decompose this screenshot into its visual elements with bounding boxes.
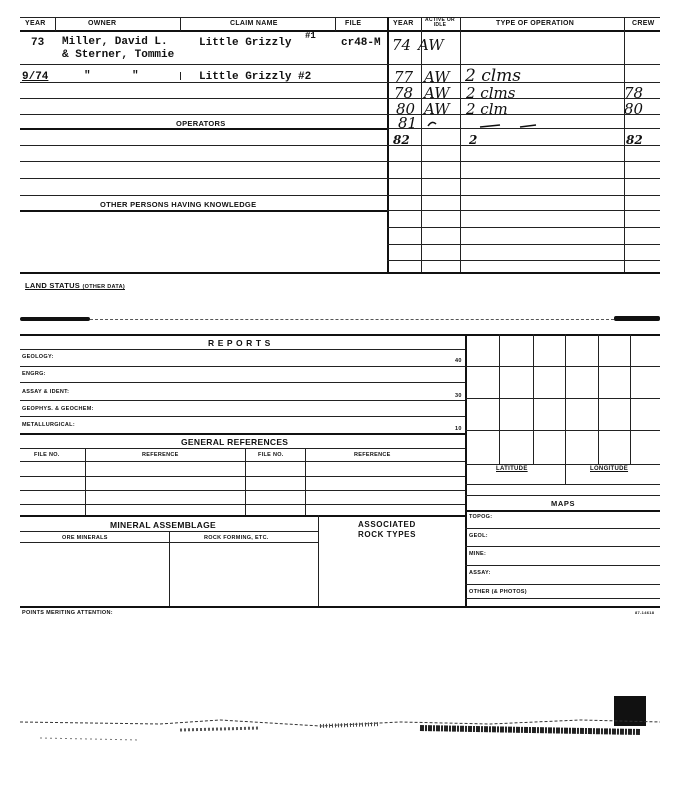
general-references-title: GENERAL REFERENCES <box>181 437 289 447</box>
ref-file-no-2: FILE NO. <box>258 452 284 458</box>
divider <box>335 17 336 31</box>
row-line <box>20 128 387 130</box>
divider <box>305 448 306 515</box>
report-num-10: 10 <box>455 426 462 432</box>
activity-year-82: 82 <box>393 133 410 147</box>
divider <box>169 531 170 606</box>
row-line <box>20 433 465 435</box>
divider <box>85 448 86 515</box>
row-line <box>387 178 660 179</box>
row-line <box>20 161 387 162</box>
longitude-label: LONGITUDE <box>590 466 629 472</box>
latitude-label: LATITUDE <box>496 466 528 472</box>
activity-op-78: 2 clms <box>466 84 516 102</box>
report-geophys: GEOPHYS. & GEOCHEM: <box>22 406 94 412</box>
divider <box>180 17 181 31</box>
report-assay: ASSAY & IDENT: <box>22 389 70 395</box>
activity-status-77: AW <box>424 68 450 86</box>
header-claim-name: CLAIM NAME <box>230 20 278 27</box>
grid-line <box>499 334 500 464</box>
activity-year-81: 81 <box>398 114 418 132</box>
activity-status-78: AW <box>424 84 450 102</box>
land-status-sub: (OTHER DATA) <box>82 284 125 290</box>
row-line <box>387 195 660 196</box>
activity-crew-78: 78 <box>624 84 644 102</box>
row-line <box>465 584 660 585</box>
report-metallurgical: METALLURGICAL: <box>22 422 75 428</box>
grid-line <box>598 334 599 464</box>
row-line <box>20 145 387 146</box>
row-line <box>387 64 660 65</box>
activity-status-74: AW <box>418 36 444 54</box>
grid-line <box>565 334 566 484</box>
grid-line <box>465 398 660 399</box>
row-line <box>20 382 465 383</box>
row-line <box>20 178 387 179</box>
activity-op-82: 2 <box>469 133 478 147</box>
row-line <box>387 161 660 162</box>
row-line <box>20 349 465 350</box>
associated-title-1: ASSOCIATED <box>358 520 416 529</box>
divider <box>55 17 56 31</box>
row-line <box>20 461 465 462</box>
activity-year-80: 80 <box>396 100 416 118</box>
scan-mark <box>20 317 90 321</box>
row-line <box>465 528 660 529</box>
owner-line-2: & Sterner, Tommie <box>62 49 175 61</box>
associated-title-2: ROCK TYPES <box>358 530 417 539</box>
land-status-label <box>25 281 125 290</box>
row-line <box>465 598 660 599</box>
grid-line <box>465 430 660 431</box>
row-line <box>20 195 387 196</box>
grid-line <box>465 464 660 465</box>
claim-year-2: 9/74 <box>22 71 49 83</box>
activity-year-78: 78 <box>394 84 414 102</box>
activity-crew-82: 82 <box>626 133 643 147</box>
row-line <box>387 145 660 146</box>
row-line <box>20 448 465 449</box>
row-line <box>20 114 387 115</box>
owner-line-1: Miller, David L. <box>62 36 168 48</box>
activity-status-80: AW <box>424 100 450 118</box>
row-line <box>20 82 387 83</box>
grid-line <box>630 334 631 464</box>
mineral-assemblage-title: MINERAL ASSEMBLAGE <box>110 520 216 530</box>
operators-label: OPERATORS <box>176 119 226 128</box>
other-persons-label: OTHER PERSONS HAVING KNOWLEDGE <box>100 200 257 209</box>
report-num-40: 40 <box>455 358 462 364</box>
divider <box>180 72 181 80</box>
claim-name-2: Little Grizzly #2 <box>199 71 312 83</box>
header-rule <box>20 30 660 32</box>
row-line <box>20 98 387 99</box>
activity-op-80: 2 clm <box>466 100 508 118</box>
scan-noise-band <box>20 708 670 748</box>
mineral-top-rule <box>20 515 465 517</box>
ref-reference-2: REFERENCE <box>354 452 391 458</box>
map-geol: GEOL: <box>469 533 488 539</box>
land-status-rule <box>20 272 660 274</box>
report-geology: GEOLOGY: <box>22 354 54 360</box>
header-active-idle: ACTIVE OR IDLE <box>425 17 455 28</box>
map-topog: TOPOG: <box>469 514 493 520</box>
ref-reference: REFERENCE <box>142 452 179 458</box>
header-file: FILE <box>345 20 362 27</box>
row-line <box>465 565 660 566</box>
activity-op-77: 2 clms <box>465 66 522 86</box>
scan-mark <box>614 316 660 321</box>
map-assay: ASSAY: <box>469 570 491 576</box>
row-line <box>387 260 660 261</box>
divider <box>245 448 246 515</box>
report-num-30: 30 <box>455 393 462 399</box>
header-type-of-operation: TYPE OF OPERATION <box>496 20 575 27</box>
form-bottom-rule <box>20 606 660 608</box>
row-line <box>20 366 465 367</box>
report-engrg: ENGRG: <box>22 371 46 377</box>
row-line <box>20 476 465 477</box>
points-meriting-label: POINTS MERITING ATTENTION: <box>22 610 113 616</box>
row-line <box>20 416 465 417</box>
land-status-line <box>90 319 614 320</box>
row-line <box>20 210 387 212</box>
row-line <box>387 210 660 211</box>
divider <box>318 515 319 606</box>
form-number: 87-14618 <box>635 610 655 615</box>
grid-line <box>465 484 660 485</box>
row-line <box>387 244 660 245</box>
grid-line <box>533 334 534 464</box>
header-owner: OWNER <box>88 20 117 27</box>
ref-file-no: FILE NO. <box>34 452 60 458</box>
top-border <box>20 17 660 18</box>
claim-year-1: 73 <box>31 37 45 49</box>
rock-forming-label: ROCK FORMING, ETC. <box>204 535 269 541</box>
row-line <box>387 227 660 228</box>
grid-line <box>465 366 660 367</box>
maps-title: MAPS <box>551 499 576 508</box>
land-status-title: LAND STATUS <box>25 281 81 290</box>
claim-name-1: Little Grizzly <box>199 37 292 49</box>
maps-header-rule <box>465 510 660 512</box>
ore-minerals-label: ORE MINERALS <box>62 535 108 541</box>
claim-suffix-1: #1 <box>305 31 316 41</box>
claim-file-1: cr48-M <box>341 37 381 49</box>
reports-title: R E P O R T S <box>208 338 271 348</box>
row-line <box>20 490 465 491</box>
ditto-owner-2: " <box>132 70 139 82</box>
header-year: YEAR <box>25 20 46 27</box>
activity-crew-80: 80 <box>624 100 644 118</box>
activity-year-77: 77 <box>394 68 414 86</box>
row-line <box>465 546 660 547</box>
activity-81-ditto-marks <box>420 112 580 132</box>
header-crew: CREW <box>632 20 655 27</box>
header-year-2: YEAR <box>393 20 414 27</box>
reports-top-rule <box>20 334 660 336</box>
ditto-owner-1: " <box>84 70 91 82</box>
row-line <box>20 64 387 65</box>
activity-year-74: 74 <box>392 36 412 54</box>
row-line <box>20 400 465 401</box>
row-line <box>20 504 465 505</box>
maps-top-rule <box>465 495 660 496</box>
map-other: OTHER (& PHOTOS) <box>469 589 527 595</box>
map-mine: MINE: <box>469 551 487 557</box>
